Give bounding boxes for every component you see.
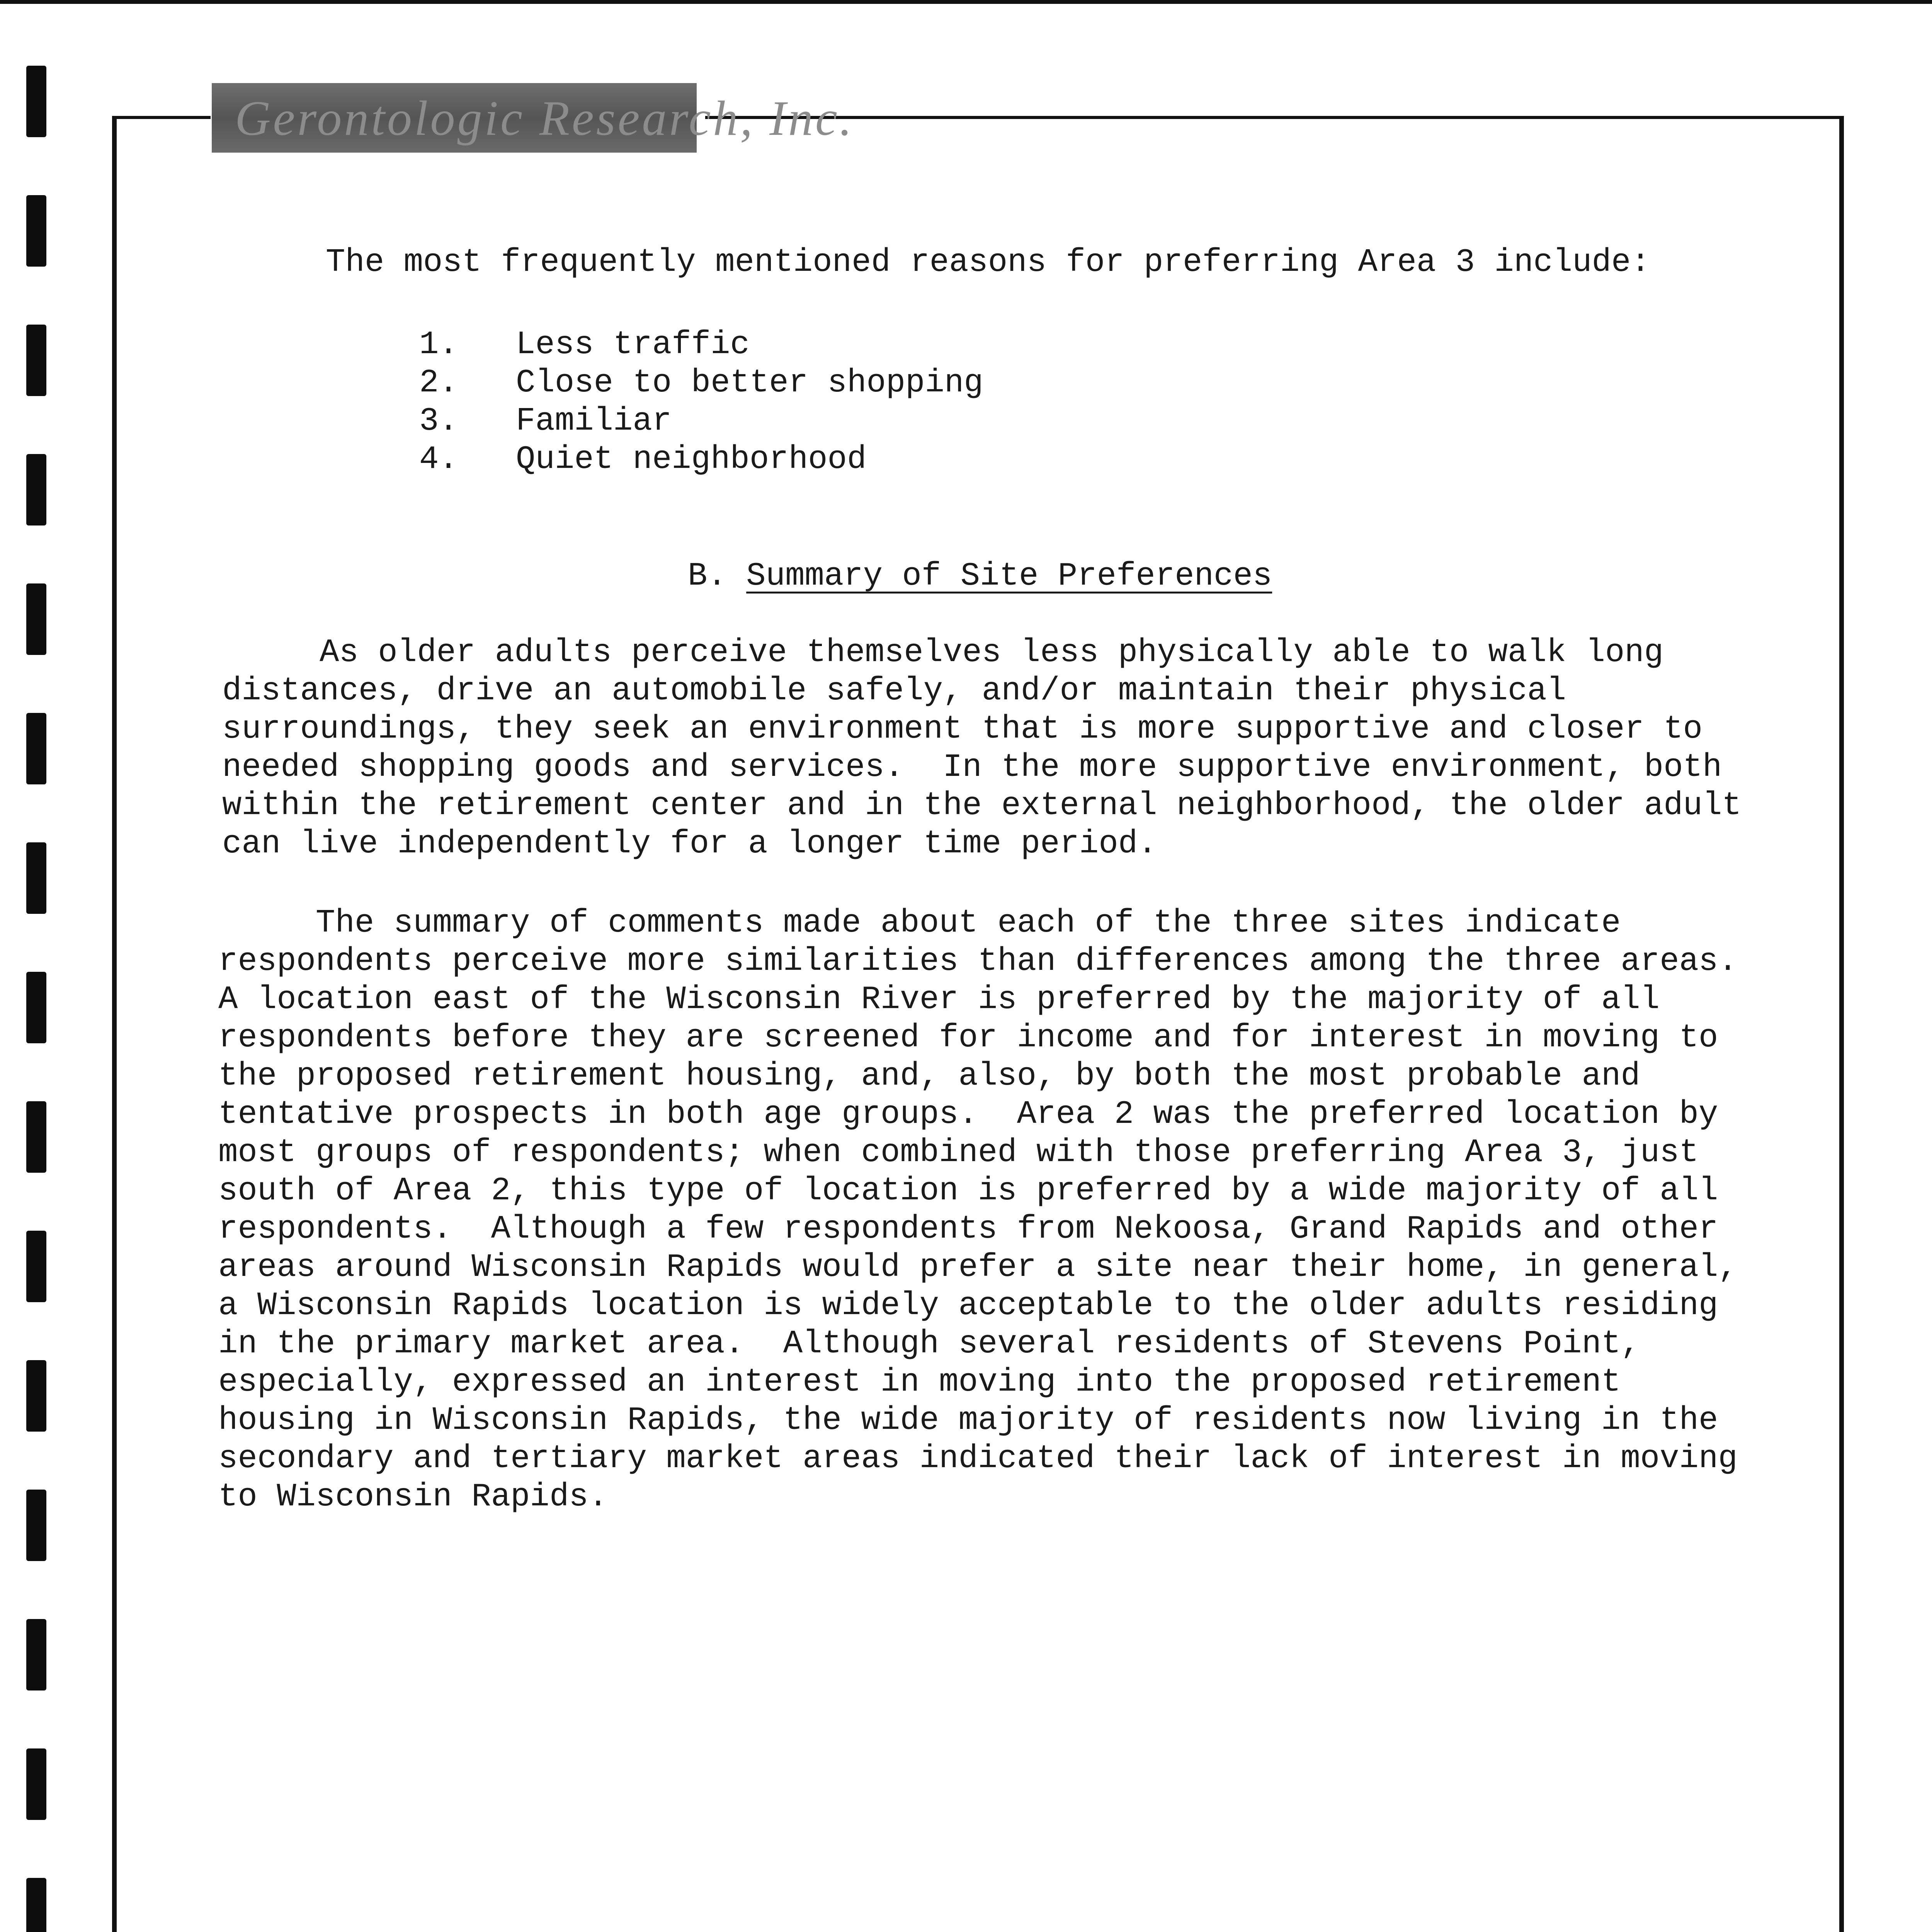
binding-hole [26,1360,46,1432]
binding-hole [26,325,46,396]
page-frame-right [1839,116,1844,1932]
section-title: Summary of Site Preferences [746,558,1272,595]
list-item-number: 2. [419,365,458,401]
page-top-edge [0,0,1932,4]
binding-hole [26,972,46,1043]
list-item [419,364,983,402]
list-item [419,440,983,479]
binding-hole [26,66,46,137]
list-item-label: Quiet neighborhood [516,441,867,478]
list-item-number: 4. [419,441,458,478]
section-letter: B. [688,558,727,595]
reasons-list [419,326,983,479]
page-frame-left [112,116,117,1932]
page-frame-top [112,116,211,119]
company-logo-text: Gerontologic Research, Inc. [235,91,854,146]
binding-holes [26,66,53,1932]
binding-hole [26,842,46,914]
binding-hole [26,195,46,267]
list-item-number: 1. [419,327,458,363]
binding-hole [26,1490,46,1561]
list-item-label: Familiar [516,403,672,440]
list-item-label: Less traffic [516,327,750,363]
company-logo [212,83,854,153]
section-heading [688,557,1272,595]
binding-hole [26,1878,46,1932]
intro-sentence: The most frequently mentioned reasons for preferring Area 3 include: [326,244,1650,281]
list-item-label: Close to better shopping [516,365,983,401]
list-item [419,326,983,364]
binding-hole [26,1619,46,1690]
binding-hole [26,1231,46,1302]
list-item-number: 3. [419,403,458,440]
binding-hole [26,583,46,655]
list-item [419,402,983,440]
page-frame-top [705,116,1844,119]
binding-hole [26,1101,46,1173]
binding-hole [26,454,46,526]
binding-hole [26,713,46,784]
body-paragraph: The summary of comments made about each of the three sites indicate respondents perceive more similarities than differences among the three areas. A location east of the Wisconsin River is preferred by the majority of all respondents before they are screened for income and for interest in moving to the proposed retirement housing, and, also, by both the most probable and tentative prospects in both age groups. Area 2 was the preferred location by most groups of respondents; when combined with those preferring Area 3, just south of Area 2, this type of location is preferred by a wide majority of all respondents. Although a few respondents from Nekoosa, Grand Rapids and other areas around Wisconsin Rapids would prefer a site near their home, in general, a Wisconsin Rapids location is widely acceptable to the older adults residing in the primary market area. Although several residents of Stevens Point, especially, expressed an interest in moving into the proposed retirement housing in Wisconsin Rapids, the wide majority of residents now living in the secondary and tertiary market areas indicated their lack of interest in moving to Wisconsin Rapids. [218,905,1738,1515]
binding-hole [26,1748,46,1820]
body-paragraph: As older adults perceive themselves less physically able to walk long distances, drive an automobile safely, and/or maintain their physical surroundings, they seek an environment that is more supportive and closer to needed shopping goods and services. In the more supportive environment, both within the retirement center and in the external neighborhood, the older adult can live independently for a longer time period. [222,634,1742,862]
